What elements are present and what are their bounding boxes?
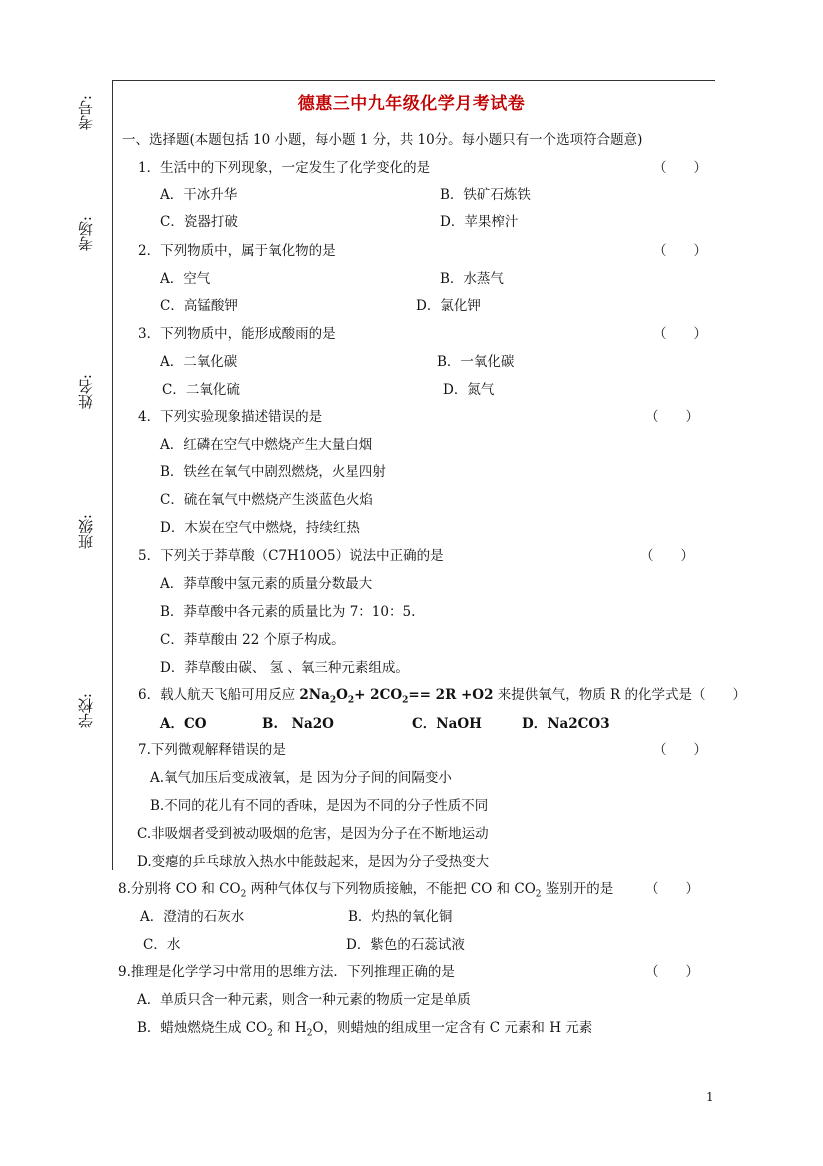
q9-answer-paren[interactable]: （ ）	[645, 964, 699, 980]
q2-option-b: B．水蒸气	[440, 271, 504, 287]
q2-option-a: A．空气	[160, 271, 211, 287]
q4-option-b: B．铁丝在氧气中剧烈燃烧，火星四射	[160, 464, 386, 480]
q6-option-d: D．Na2CO3	[522, 716, 610, 732]
q4-stem: 4．下列实验现象描述错误的是	[138, 409, 323, 425]
q6-stem	[138, 686, 746, 710]
exam-title: 德惠三中九年级化学月考试卷	[297, 94, 526, 114]
section-heading: 一、选择题(本题包括 10 小题，每小题 1 分，共 10分。每小题只有一个选项符合题意)	[122, 132, 643, 148]
q8-option-a: A．澄清的石灰水	[140, 909, 245, 925]
binding-vertical-line	[112, 80, 113, 870]
q8-option-c: C．水	[143, 937, 181, 953]
q6-stem-pre: 6．载人航天飞船可用反应	[138, 687, 300, 703]
q8-answer-paren[interactable]: （ ）	[645, 881, 699, 897]
q4-option-a: A．红磷在空气中燃烧产生大量白烟	[160, 437, 373, 453]
q5-option-b: B．莽草酸中各元素的质量比为 7：10：5.	[160, 604, 416, 620]
q9-option-b: B．蜡烛燃烧生成 $CO_2$ 和 $H_2O$，则蜡烛的组成里一定含有 C 元素和 H 元素	[137, 1020, 593, 1039]
q6-option-c: C．NaOH	[412, 716, 482, 732]
q3-option-d: D．氮气	[443, 382, 495, 398]
q3-answer-paren[interactable]: （ ）	[653, 326, 707, 342]
q1-option-c: C．瓷器打破	[160, 214, 238, 230]
q4-answer-paren[interactable]: （ ）	[645, 409, 699, 425]
q4-option-c: C．硫在氧气中燃烧产生淡蓝色火焰	[160, 492, 373, 508]
q5-option-a: A．莽草酸中氢元素的质量分数最大	[160, 576, 373, 592]
q9-option-a: A．单质只含一种元素，则含一种元素的物质一定是单质	[137, 992, 471, 1008]
q1-stem: 1．生活中的下列现象，一定发生了化学变化的是	[138, 160, 431, 176]
q8-option-d: D．紫色的石蕊试液	[346, 937, 465, 953]
q1-option-d: D．苹果榨汁	[440, 214, 519, 230]
q3-option-b: B．一氧化碳	[437, 354, 515, 370]
q1-answer-paren[interactable]: （ ）	[653, 160, 707, 176]
q2-answer-paren[interactable]: （ ）	[653, 243, 707, 259]
q5-stem: 5．下列关于莽草酸（C7H10O5）说法中正确的是	[138, 548, 444, 564]
q9-stem: 9.推理是化学学习中常用的思维方法．下列推理正确的是	[118, 964, 455, 980]
q2-option-c: C．高锰酸钾	[160, 298, 238, 314]
class-label: 班级:	[77, 514, 95, 550]
q3-option-a: A．二氧化碳	[160, 354, 238, 370]
q2-stem: 2．下列物质中，属于氧化物的是	[138, 243, 336, 259]
exam-room-label: 考场:	[77, 216, 95, 252]
name-label: 姓名:	[77, 374, 95, 410]
q7-answer-paren[interactable]: （ ）	[653, 742, 707, 758]
q1-option-b: B．铁矿石炼铁	[440, 187, 531, 203]
q6-option-b: B. Na2O	[262, 716, 334, 732]
q3-stem: 3．下列物质中，能形成酸雨的是	[138, 326, 336, 342]
q7-stem: 7.下列微观解释错误的是	[138, 742, 286, 758]
q7-option-b: B.不同的花儿有不同的香味，是因为不同的分子性质不同	[150, 798, 489, 814]
q5-answer-paren[interactable]: （ ）	[640, 548, 694, 564]
q5-option-c: C．莽草酸由 22 个原子构成。	[160, 632, 345, 648]
q8-option-b: B．灼热的氧化铜	[348, 909, 453, 925]
q6-option-a: A．CO	[160, 716, 207, 732]
q7-option-c: C.非吸烟者受到被动吸烟的危害，是因为分子在不断地运动	[137, 826, 489, 842]
q4-option-d: D．木炭在空气中燃烧，持续红热	[160, 520, 360, 536]
q1-option-a: A．干冰升华	[160, 187, 238, 203]
q6-stem-post: 来提供氧气，物质 R 的化学式是（ ）	[493, 687, 747, 703]
q5-option-d: D．莽草酸由碳、 氢 、氧三种元素组成。	[160, 660, 409, 676]
exam-number-label: 考号:	[77, 95, 95, 131]
q3-option-c: C．二氧化硫	[162, 382, 240, 398]
q7-option-d: D.变瘪的乒乓球放入热水中能鼓起来，是因为分子受热变大	[137, 854, 490, 870]
q7-option-a: A.氧气加压后变成液氧，是 因为分子间的间隔变小	[150, 770, 452, 786]
school-label: 学校:	[77, 693, 95, 729]
header-horizontal-line	[112, 80, 715, 81]
page-number: 1	[706, 1090, 714, 1104]
q6-equation: $2Na_2O_2+ 2CO_2== 2R +O2$	[299, 687, 494, 706]
q2-option-d: D．氯化钾	[416, 298, 481, 314]
q8-stem: 8.分别将 CO 和 $CO_2$ 两种气体仅与下列物质接触，不能把 CO 和 $CO_2$ 鉴别开的是	[118, 881, 614, 900]
